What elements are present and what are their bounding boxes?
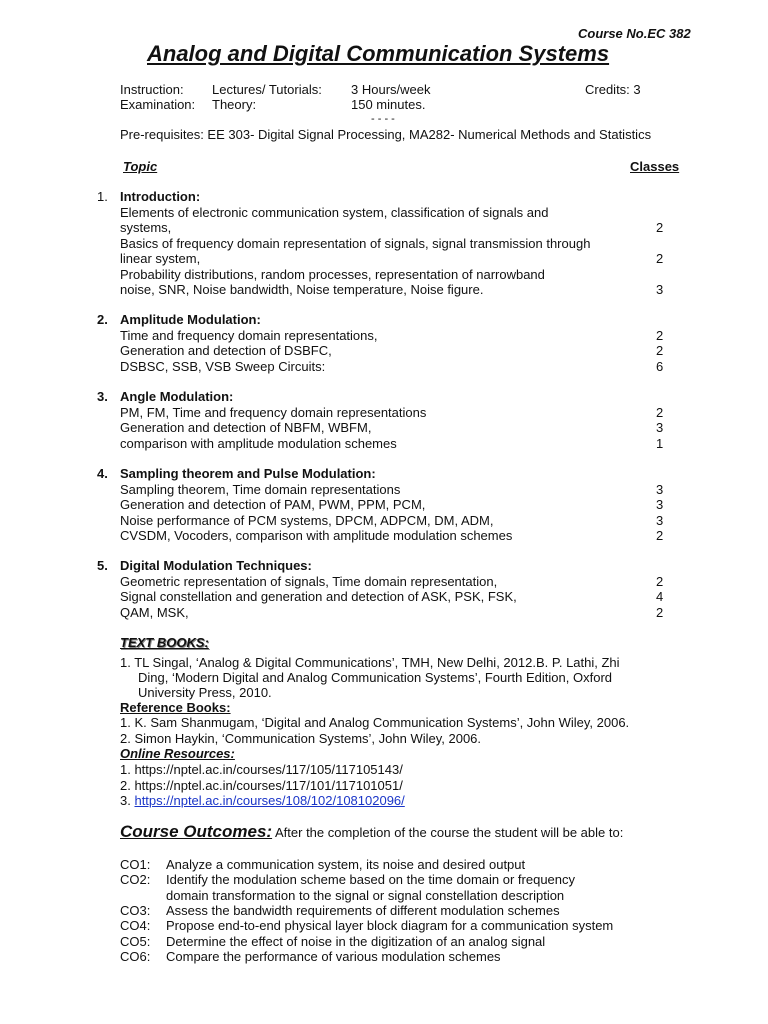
unit-topic-line: QAM, MSK, — [120, 604, 189, 620]
unit-topic-line: Probability distributions, random processes, representation of narrowband — [120, 266, 545, 282]
course-outcomes-intro: After the completion of the course the student will be able to: — [275, 825, 624, 840]
text-books-heading: TEXT BOOKS: — [120, 635, 209, 650]
unit-classes-count: 2 — [656, 573, 664, 589]
unit-topic-line: noise, SNR, Noise bandwidth, Noise temperature, Noise figure. — [120, 282, 484, 297]
page-title: Analog and Digital Communication Systems — [147, 41, 610, 66]
unit-topic-line: linear system, — [120, 251, 201, 266]
credits-value: Credits: 3 — [585, 82, 641, 97]
outcome-code: CO2: — [120, 872, 151, 888]
unit-number: 1. — [97, 189, 108, 204]
unit-classes-count: 3 — [656, 497, 664, 512]
separator-dashes: - - - - — [371, 113, 395, 125]
unit-classes-count: 2 — [656, 327, 664, 343]
unit-classes-count: 2 — [656, 604, 664, 620]
unit-classes-count: 3 — [656, 420, 664, 435]
unit-topic-line: systems, — [120, 220, 172, 235]
online-resource-item: 1. https://nptel.ac.in/courses/117/105/117105143/ — [120, 762, 403, 777]
unit-topic-line: Signal constellation and generation and detection of ASK, PSK, FSK, — [120, 589, 517, 604]
reference-book-item: 1. K. Sam Shanmugam, ‘Digital and Analog Communication Systems’, John Wiley, 2006. — [120, 715, 630, 730]
unit-classes-count: 3 — [656, 512, 664, 528]
examination-label: Examination: — [120, 97, 196, 112]
outcome-code: CO1: — [120, 857, 151, 872]
unit-topic-line: PM, FM, Time and frequency domain representations — [120, 404, 427, 420]
instruction-label: Instruction: — [120, 82, 184, 97]
outcome-text: Propose end-to-end physical layer block diagram for a communication system — [166, 918, 614, 934]
unit-number: 4. — [97, 466, 108, 481]
unit-classes-count: 2 — [656, 404, 664, 420]
unit-topic-line: CVSDM, Vocoders, comparison with amplitude modulation schemes — [120, 528, 513, 543]
topic-header: Topic — [123, 159, 158, 174]
unit-topic-line: Sampling theorem, Time domain representations — [120, 481, 401, 497]
unit-classes-count: 6 — [656, 358, 664, 374]
outcome-code: CO6: — [120, 948, 151, 964]
lectures-label: Lectures/ Tutorials: — [212, 82, 322, 97]
unit-number: 3. — [97, 389, 108, 404]
reference-books-heading: Reference Books: — [120, 700, 231, 715]
reference-book-item: 2. Simon Haykin, ‘Communication Systems’, John Wiley, 2006. — [120, 731, 482, 746]
text-book-line: Ding, ‘Modern Digital and Analog Communication Systems’, Fourth Edition, Oxford — [138, 670, 612, 685]
unit-title: Digital Modulation Techniques: — [120, 558, 312, 573]
outcome-text: Analyze a communication system, its noise and desired output — [166, 857, 526, 872]
unit-topic-line: comparison with amplitude modulation schemes — [120, 435, 397, 451]
unit-classes-count: 2 — [656, 220, 664, 235]
unit-classes-count: 3 — [656, 481, 664, 497]
unit-classes-count: 2 — [656, 343, 664, 358]
unit-classes-count: 2 — [656, 251, 664, 266]
outcome-text: Determine the effect of noise in the digitization of an analog signal — [166, 933, 546, 949]
online-resources-heading: Online Resources: — [120, 746, 235, 761]
unit-classes-count: 4 — [656, 589, 664, 604]
minutes-value: 150 minutes. — [351, 97, 426, 112]
online-resource-item — [120, 793, 405, 808]
online-resource-prefix: 3. — [120, 793, 135, 808]
unit-classes-count: 2 — [656, 528, 664, 543]
unit-topic-line: Noise performance of PCM systems, DPCM, ADPCM, DM, ADM, — [120, 512, 494, 528]
hours-value: 3 Hours/week — [351, 82, 431, 97]
unit-topic-line: Elements of electronic communication system, classification of signals and — [120, 204, 549, 220]
course-outcomes-heading: Course Outcomes: — [120, 822, 273, 841]
outcome-code: CO4: — [120, 918, 151, 934]
unit-title: Sampling theorem and Pulse Modulation: — [120, 466, 376, 481]
unit-topic-line: Basics of frequency domain representation of signals, signal transmission through — [120, 235, 591, 251]
outcome-text: Identify the modulation scheme based on the time domain or frequency — [166, 872, 576, 888]
unit-topic-line: Generation and detection of PAM, PWM, PPM, PCM, — [120, 497, 426, 512]
online-resource-item: 2. https://nptel.ac.in/courses/117/101/117101051/ — [120, 778, 403, 793]
nptel-link[interactable]: https://nptel.ac.in/courses/108/102/108102096/ — [134, 793, 405, 808]
prerequisites: Pre-requisites: EE 303- Digital Signal Processing, MA282- Numerical Methods and Statistics — [120, 127, 652, 142]
unit-title: Amplitude Modulation: — [120, 312, 261, 327]
course-outcomes-heading-row — [120, 824, 623, 840]
unit-topic-line: Time and frequency domain representations, — [120, 327, 378, 343]
outcome-text: Compare the performance of various modulation schemes — [166, 948, 501, 964]
unit-classes-count: 1 — [656, 435, 664, 451]
course-number: Course No.EC 382 — [578, 26, 691, 41]
unit-topic-line: Generation and detection of DSBFC, — [120, 343, 332, 358]
outcome-code: CO5: — [120, 933, 151, 949]
unit-title: Angle Modulation: — [120, 389, 234, 404]
unit-number: 2. — [97, 312, 108, 327]
text-book-line: University Press, 2010. — [138, 685, 272, 700]
outcome-text: Assess the bandwidth requirements of different modulation schemes — [166, 902, 560, 918]
outcome-text: domain transformation to the signal or signal constellation description — [166, 887, 565, 903]
unit-topic-line: Generation and detection of NBFM, WBFM, — [120, 420, 372, 435]
unit-classes-count: 3 — [656, 282, 664, 297]
unit-number: 5. — [97, 558, 108, 573]
unit-topic-line: Geometric representation of signals, Time domain representation, — [120, 573, 498, 589]
unit-title: Introduction: — [120, 189, 201, 204]
unit-topic-line: DSBSC, SSB, VSB Sweep Circuits: — [120, 358, 326, 374]
text-book-line: 1. TL Singal, ‘Analog & Digital Communications’, TMH, New Delhi, 2012.B. P. Lathi, Zhi — [120, 655, 620, 670]
outcome-code: CO3: — [120, 902, 151, 918]
theory-label: Theory: — [212, 97, 257, 112]
classes-header: Classes — [630, 159, 680, 174]
